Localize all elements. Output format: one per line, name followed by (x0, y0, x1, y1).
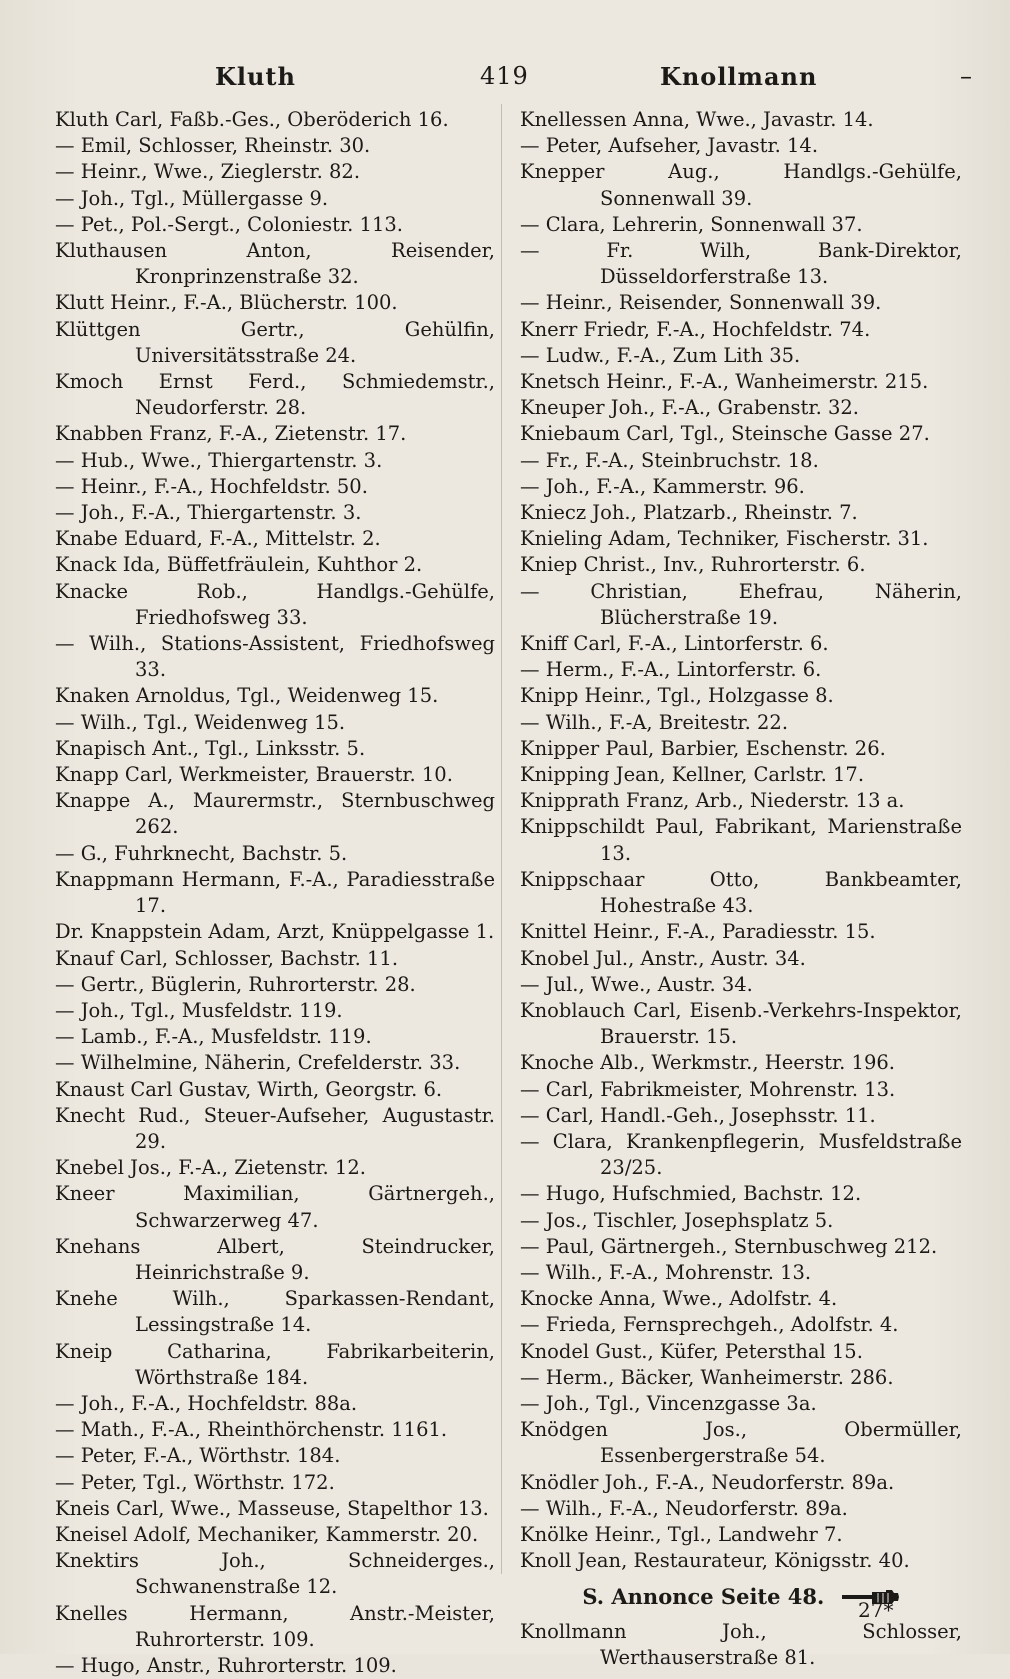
directory-entry: Knollmann Joh., Schlosser, Werthauserstraße 81. (520, 1619, 962, 1669)
directory-entry: — Hugo, Anstr., Ruhrorterstr. 109. (55, 1653, 397, 1677)
directory-entry: — Fr. Wilh, Bank-Direktor, Düsseldorferstraße 13. (520, 239, 962, 289)
directory-entry: Knelles Hermann, Anstr.-Meister, Ruhrorterstr. 109. (55, 1601, 495, 1651)
directory-entry: — Emil, Schlosser, Rheinstr. 30. (55, 134, 371, 158)
directory-entry: — Peter, Aufseher, Javastr. 14. (520, 134, 819, 158)
directory-entry: — Herm., Bäcker, Wanheimerstr. 286. (520, 1365, 894, 1389)
directory-entry: — Joh., F.-A., Thiergartenstr. 3. (55, 501, 362, 525)
directory-entry: — Pet., Pol.-Sergt., Coloniestr. 113. (55, 212, 403, 236)
directory-entry: — Lamb., F.-A., Musfeldstr. 119. (55, 1025, 372, 1049)
directory-entry: — Christian, Ehefrau, Näherin, Blücherstraße 19. (520, 579, 962, 629)
directory-entry: Klutt Heinr., F.-A., Blücherstr. 100. (55, 291, 398, 315)
directory-entry: — Paul, Gärtnergeh., Sternbuschweg 212. (520, 1234, 938, 1258)
directory-entry: Knecht Rud., Steuer-Aufseher, Augustastr. 29. (55, 1103, 495, 1153)
directory-entry: Knipprath Franz, Arb., Niederstr. 13 a. (520, 789, 905, 813)
directory-entry: — Fr., F.-A., Steinbruchstr. 18. (520, 448, 819, 472)
directory-entry: Kneis Carl, Wwe., Masseuse, Stapelthor 13. (55, 1496, 489, 1520)
directory-entry: — Joh., Tgl., Vincenzgasse 3a. (520, 1391, 817, 1415)
directory-entry: Knieling Adam, Techniker, Fischerstr. 31. (520, 527, 929, 551)
directory-entry: — Clara, Krankenpflegerin, Musfeldstraße 23/25. (520, 1129, 962, 1180)
directory-entry: Knodel Gust., Küfer, Petersthal 15. (520, 1339, 863, 1363)
directory-entry: — Herm., F.-A., Lintorferstr. 6. (520, 658, 822, 682)
directory-entry: Knippschildt Paul, Fabrikant, Marienstraße 13. (520, 815, 962, 865)
directory-entry: Knipper Paul, Barbier, Eschenstr. 26. (520, 736, 886, 760)
directory-entry: Kluthausen Anton, Reisender, Kronprinzenstraße 32. (55, 239, 495, 289)
directory-entry: Kniep Christ., Inv., Ruhrorterstr. 6. (520, 553, 866, 577)
directory-entry: — Joh., F.-A., Hochfeldstr. 88a. (55, 1391, 358, 1415)
directory-entry: Knektirs Joh., Schneiderges., Schwanenstraße 12. (55, 1549, 495, 1599)
directory-entry: — Math., F.-A., Rheinthörchenstr. 1161. (55, 1418, 448, 1442)
directory-entry: — Joh., Tgl., Musfeldstr. 119. (55, 998, 343, 1022)
directory-entry: Knerr Friedr, F.-A., Hochfeldstr. 74. (520, 317, 871, 341)
directory-entry: Knetsch Heinr., F.-A., Wanheimerstr. 215. (520, 370, 929, 394)
directory-entry: Knoll Jean, Restaurateur, Königsstr. 40. (520, 1549, 910, 1573)
directory-entry: Knödgen Jos., Obermüller, Essenbergerstraße 54. (520, 1418, 962, 1468)
directory-entry: Kneer Maximilian, Gärtnergeh., Schwarzerweg 47. (55, 1182, 495, 1232)
header-dash: – (960, 62, 973, 90)
directory-entry: — Clara, Lehrerin, Sonnenwall 37. (520, 212, 863, 236)
directory-entry: Dr. Knappstein Adam, Arzt, Knüppelgasse 1. (55, 920, 495, 944)
directory-entry: Knabe Eduard, F.-A., Mittelstr. 2. (55, 527, 381, 551)
directory-entry: Knocke Anna, Wwe., Adolfstr. 4. (520, 1287, 838, 1311)
right-column (520, 107, 962, 1671)
header-left-keyword: Kluth (215, 62, 296, 91)
directory-entry: — Ludw., F.-A., Zum Lith 35. (520, 343, 801, 367)
directory-entry: — Jul., Wwe., Austr. 34. (520, 972, 753, 996)
directory-entry: — Joh., Tgl., Müllergasse 9. (55, 186, 329, 210)
annonce-reference (520, 1584, 962, 1610)
signature-mark: 27* (858, 1598, 894, 1622)
directory-entry: Knebel Jos., F.-A., Zietenstr. 12. (55, 1156, 366, 1180)
left-column (55, 107, 495, 1679)
directory-entry: Knapp Carl, Werkmeister, Brauerstr. 10. (55, 763, 453, 787)
directory-entry: Knoblauch Carl, Eisenb.-Verkehrs-Inspektor, Brauerstr. 15. (520, 998, 962, 1049)
directory-entry: Knödler Joh., F.-A., Neudorferstr. 89a. (520, 1470, 895, 1494)
directory-entry: — Carl, Handl.-Geh., Josephsstr. 11. (520, 1103, 876, 1127)
directory-entry: Knölke Heinr., Tgl., Landwehr 7. (520, 1522, 843, 1546)
directory-entry: — Jos., Tischler, Josephsplatz 5. (520, 1208, 834, 1232)
directory-entry: Knippschaar Otto, Bankbeamter, Hohestraße 43. (520, 867, 962, 918)
directory-entry: Knellessen Anna, Wwe., Javastr. 14. (520, 108, 874, 131)
directory-entry: — Heinr., F.-A., Hochfeldstr. 50. (55, 474, 368, 498)
page-number: 419 (480, 62, 529, 90)
header-right-keyword: Knollmann (660, 62, 818, 91)
directory-entry: Knehans Albert, Steindrucker, Heinrichstraße 9. (55, 1234, 495, 1284)
directory-entry: — G., Fuhrknecht, Bachstr. 5. (55, 841, 348, 865)
directory-entry: — Wilh., F.-A., Neudorferstr. 89a. (520, 1496, 848, 1520)
directory-entry: — Heinr., Reisender, Sonnenwall 39. (520, 291, 882, 315)
directory-entry: Kmoch Ernst Ferd., Schmiedemstr., Neudorferstr. 28. (55, 370, 495, 420)
directory-entry: — Peter, F.-A., Wörthstr. 184. (55, 1444, 341, 1468)
directory-entry: — Hub., Wwe., Thiergartenstr. 3. (55, 448, 383, 472)
directory-entry: Knauf Carl, Schlosser, Bachstr. 11. (55, 946, 399, 970)
directory-entry: Kneisel Adolf, Mechaniker, Kammerstr. 20. (55, 1522, 479, 1546)
directory-entry: — Wilh., Tgl., Weidenweg 15. (55, 710, 346, 734)
directory-entry: Kneip Catharina, Fabrikarbeiterin, Wörthstraße 184. (55, 1339, 495, 1389)
directory-entry: Klüttgen Gertr., Gehülfin, Universitätsstraße 24. (55, 317, 495, 367)
directory-entry: Kniecz Joh., Platzarb., Rheinstr. 7. (520, 501, 858, 525)
directory-entry: — Heinr., Wwe., Zieglerstr. 82. (55, 160, 361, 184)
directory-entry: Kluth Carl, Faßb.-Ges., Oberöderich 16. (55, 108, 449, 131)
directory-entry: Knabben Franz, F.-A., Zietenstr. 17. (55, 422, 407, 446)
directory-entry: Knappe A., Maurermstr., Sternbuschweg 262. (55, 789, 495, 839)
directory-entry: Knipp Heinr., Tgl., Holzgasse 8. (520, 684, 834, 708)
directory-entry: Knapisch Ant., Tgl., Linksstr. 5. (55, 736, 366, 760)
directory-entry: Knoche Alb., Werkmstr., Heerstr. 196. (520, 1051, 895, 1075)
directory-entry: Knobel Jul., Anstr., Austr. 34. (520, 946, 806, 970)
directory-entry: — Peter, Tgl., Wörthstr. 172. (55, 1470, 335, 1494)
directory-entry: — Wilhelmine, Näherin, Crefelderstr. 33. (55, 1051, 461, 1075)
directory-entry: — Wilh., F.-A., Mohrenstr. 13. (520, 1260, 812, 1284)
directory-entry: — Wilh., Stations-Assistent, Friedhofsweg 33. (55, 632, 495, 682)
directory-entry: — Carl, Fabrikmeister, Mohrenstr. 13. (520, 1077, 896, 1101)
directory-entry: Kneuper Joh., F.-A., Grabenstr. 32. (520, 396, 859, 420)
directory-entry: Knaken Arnoldus, Tgl., Weidenweg 15. (55, 684, 439, 708)
annonce-text: S. Annonce Seite 48. (582, 1584, 825, 1610)
directory-entry: Knack Ida, Büffetfräulein, Kuhthor 2. (55, 553, 423, 577)
directory-entry: Knipping Jean, Kellner, Carlstr. 17. (520, 763, 865, 787)
directory-entry: Knepper Aug., Handlgs.-Gehülfe, Sonnenwall 39. (520, 160, 962, 210)
directory-entry: Knacke Rob., Handlgs.-Gehülfe, Friedhofsweg 33. (55, 579, 495, 629)
column-divider (501, 104, 502, 1574)
directory-entry: Kniebaum Carl, Tgl., Steinsche Gasse 27. (520, 422, 930, 446)
page-header (40, 58, 973, 94)
directory-entry: Knappmann Hermann, F.-A., Paradiesstraße 17. (55, 867, 495, 918)
directory-entry: — Gertr., Büglerin, Ruhrorterstr. 28. (55, 972, 416, 996)
directory-entry: Knittel Heinr., F.-A., Paradiesstr. 15. (520, 920, 876, 944)
directory-entry: — Wilh., F.-A, Breitestr. 22. (520, 710, 789, 734)
directory-entry: Kniff Carl, F.-A., Lintorferstr. 6. (520, 632, 829, 656)
directory-entry: — Hugo, Hufschmied, Bachstr. 12. (520, 1182, 862, 1206)
directory-entry: — Frieda, Fernsprechgeh., Adolfstr. 4. (520, 1313, 899, 1337)
directory-entry: Knehe Wilh., Sparkassen-Rendant, Lessingstraße 14. (55, 1287, 495, 1337)
directory-entry: Knaust Carl Gustav, Wirth, Georgstr. 6. (55, 1077, 443, 1101)
directory-entry: — Joh., F.-A., Kammerstr. 96. (520, 474, 805, 498)
